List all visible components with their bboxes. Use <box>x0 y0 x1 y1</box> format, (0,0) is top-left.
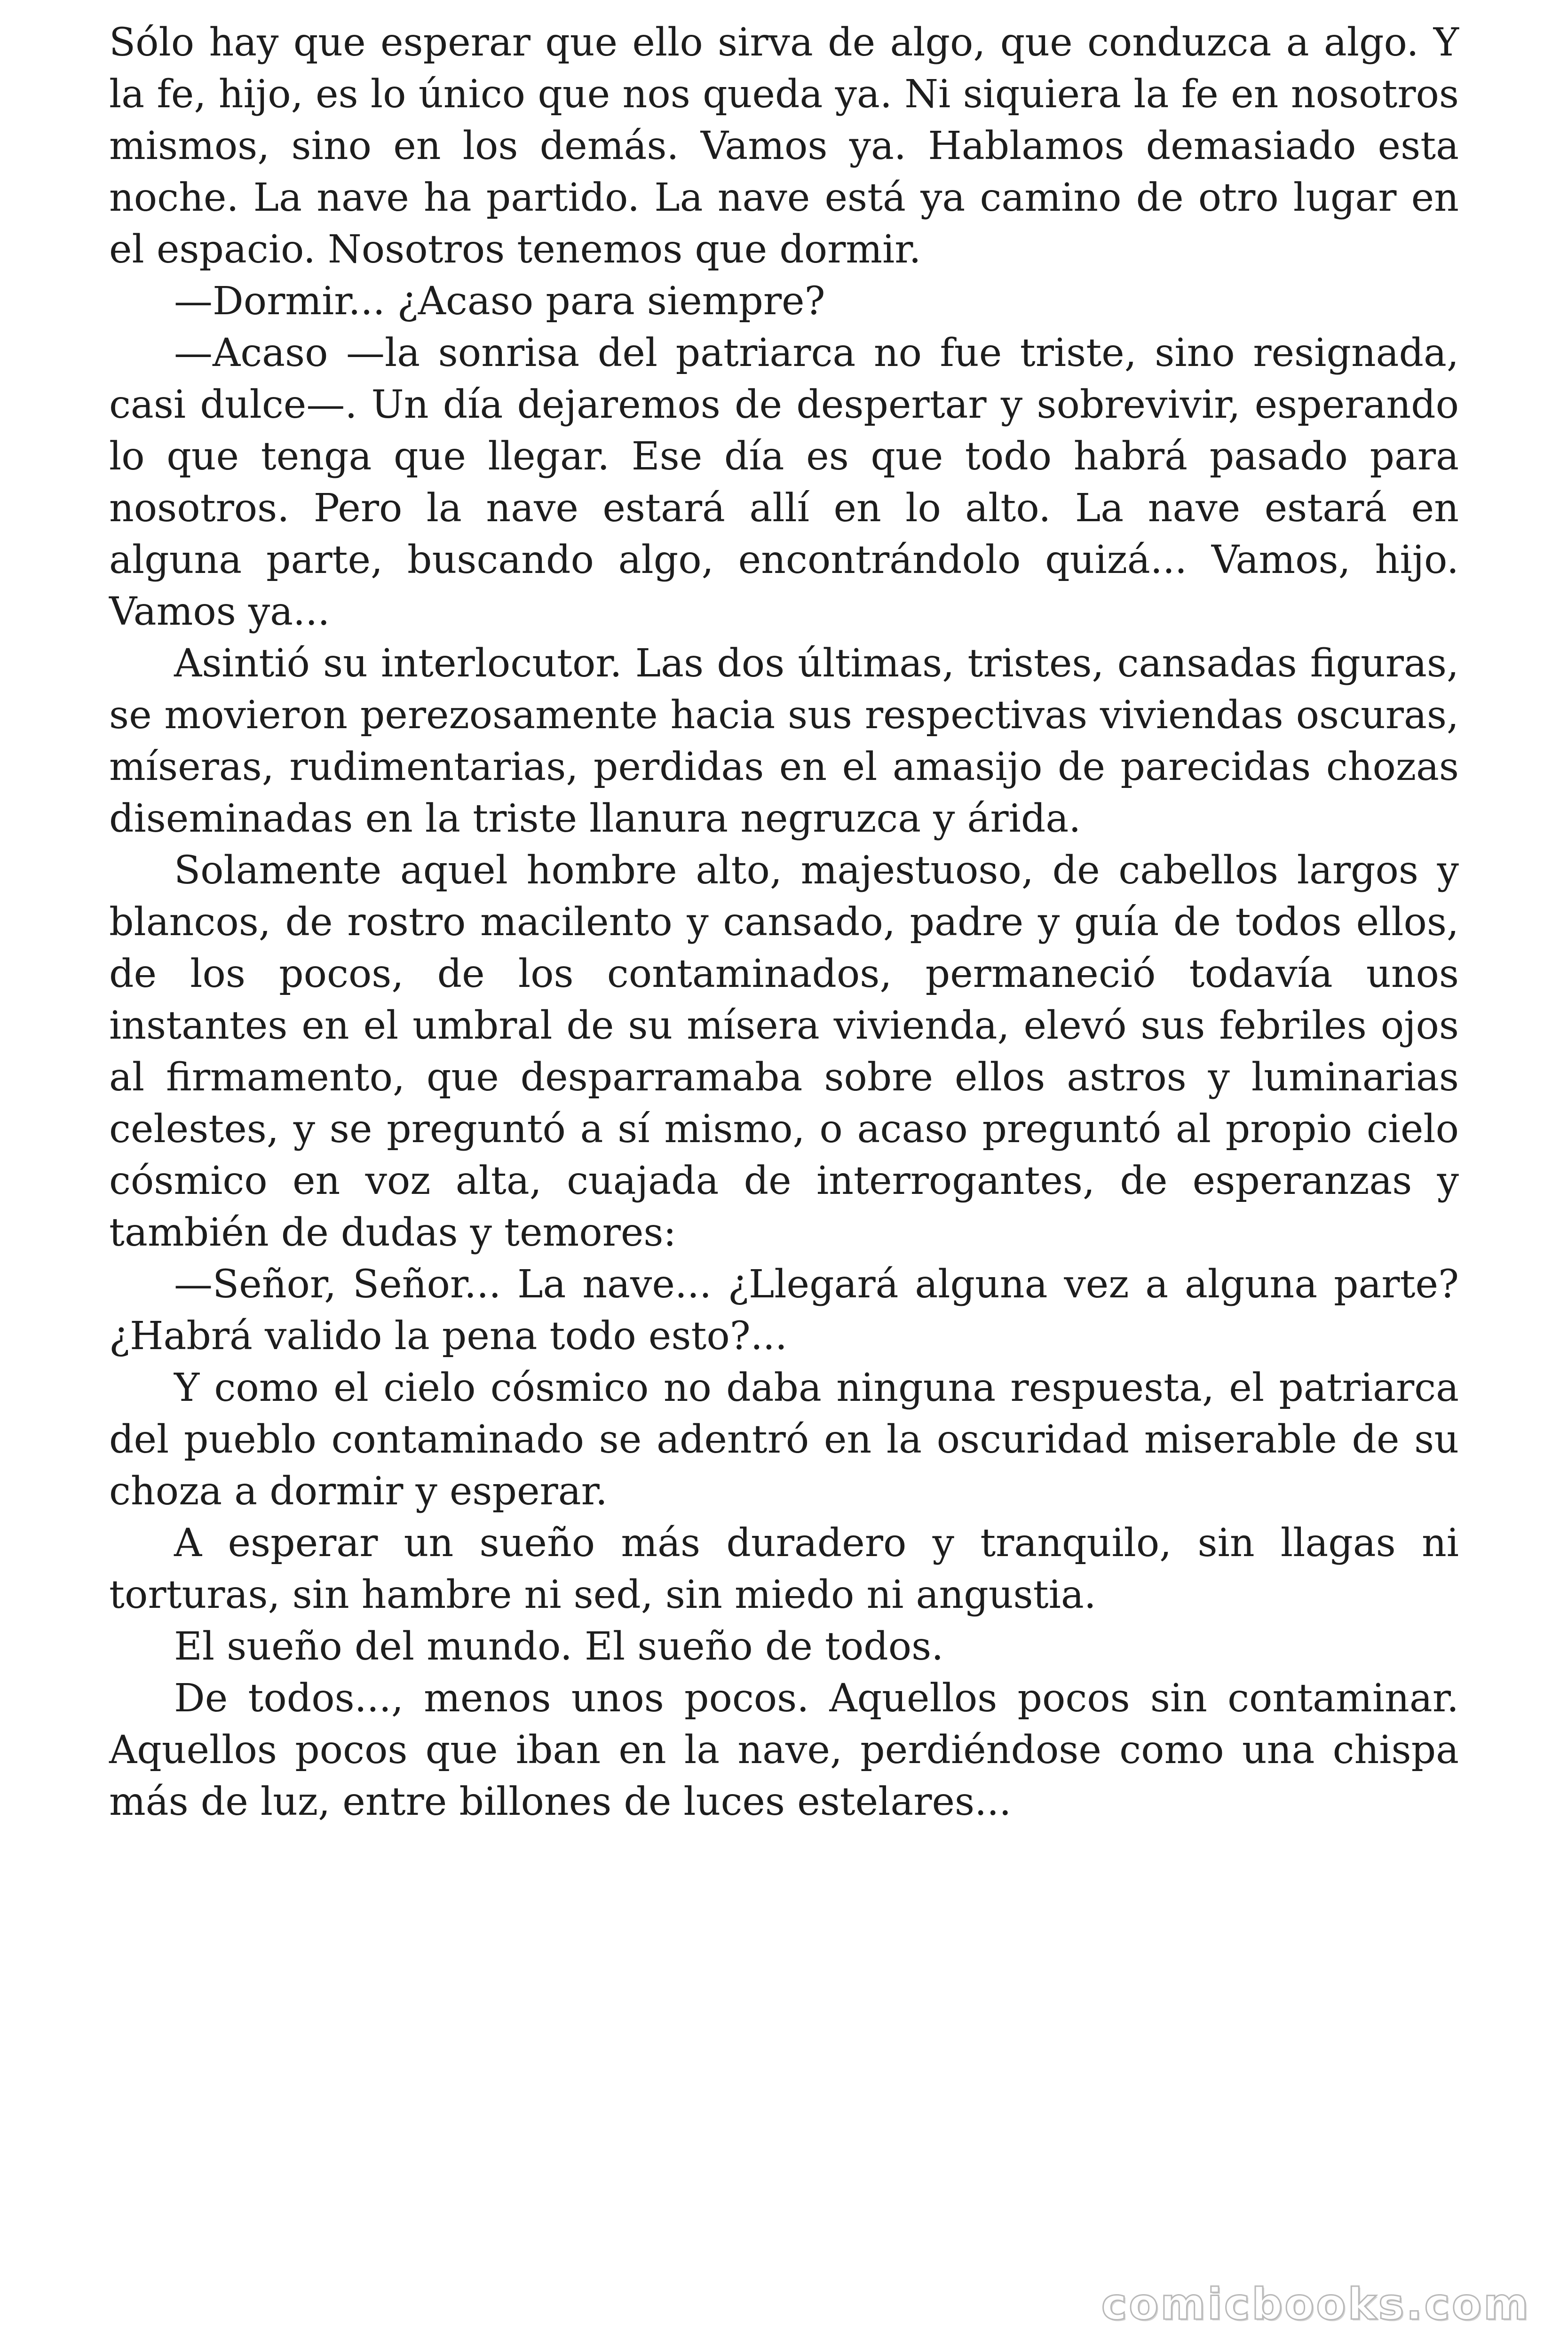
paragraph: Asintió su interlocutor. Las dos últimas, tristes, cansadas figuras, se movieron perezosamente hacia sus respectivas viviendas oscuras, míseras, rudimentarias, perdidas en el amasijo de parecidas chozas diseminadas en la triste llanura negruzca y árida. <box>109 641 1459 841</box>
watermark: comicbooks.com <box>1101 2279 1530 2329</box>
paragraph: —Acaso —la sonrisa del patriarca no fue triste, sino resignada, casi dulce—. Un día dejaremos de despertar y sobrevivir, esperando lo que tenga que llegar. Ese día es que todo habrá pasado para nosotros. Pero la nave estará allí en lo alto. La nave estará en alguna parte, buscando algo, encontrándolo quizá... Vamos, hijo. Vamos ya... <box>109 331 1459 634</box>
paragraph: —Señor, Señor... La nave... ¿Llegará alguna vez a alguna parte? ¿Habrá valido la pena todo esto?... <box>109 1262 1459 1359</box>
paragraph: A esperar un sueño más duradero y tranquilo, sin llagas ni torturas, sin hambre ni sed, sin miedo ni angustia. <box>109 1521 1459 1617</box>
paragraph: El sueño del mundo. El sueño de todos. <box>174 1624 944 1669</box>
paragraph: Y como el cielo cósmico no daba ninguna respuesta, el patriarca del pueblo contaminado se adentró en la oscuridad miserable de su choza a dormir y esperar. <box>109 1366 1459 1514</box>
paragraph: Sólo hay que esperar que ello sirva de algo, que conduzca a algo. Y la fe, hijo, es lo único que nos queda ya. Ni siquiera la fe en nosotros mismos, sino en los demás. Vamos ya. Hablamos demasiado esta noche. La nave ha partido. La nave está ya camino de otro lugar en el espacio. Nosotros tenemos que dormir. <box>109 20 1459 272</box>
paragraph: —Dormir... ¿Acaso para siempre? <box>174 279 825 324</box>
paragraph: Solamente aquel hombre alto, majestuoso, de cabellos largos y blancos, de rostro macilento y cansado, padre y guía de todos ellos, de los pocos, de los contaminados, permaneció todavía unos instantes en el umbral de su mísera vivienda, elevó sus febriles ojos al firmamento, que desparramaba sobre ellos astros y luminarias celestes, y se preguntó a sí mismo, o acaso preguntó al propio cielo cósmico en voz alta, cuajada de interrogantes, de esperanzas y también de dudas y temores: <box>109 848 1459 1255</box>
book-page-text <box>109 17 1459 1828</box>
paragraph: De todos..., menos unos pocos. Aquellos pocos sin contaminar. Aquellos pocos que iban en la nave, perdiéndose como una chispa más de luz, entre billones de luces estelares... <box>109 1676 1459 1824</box>
